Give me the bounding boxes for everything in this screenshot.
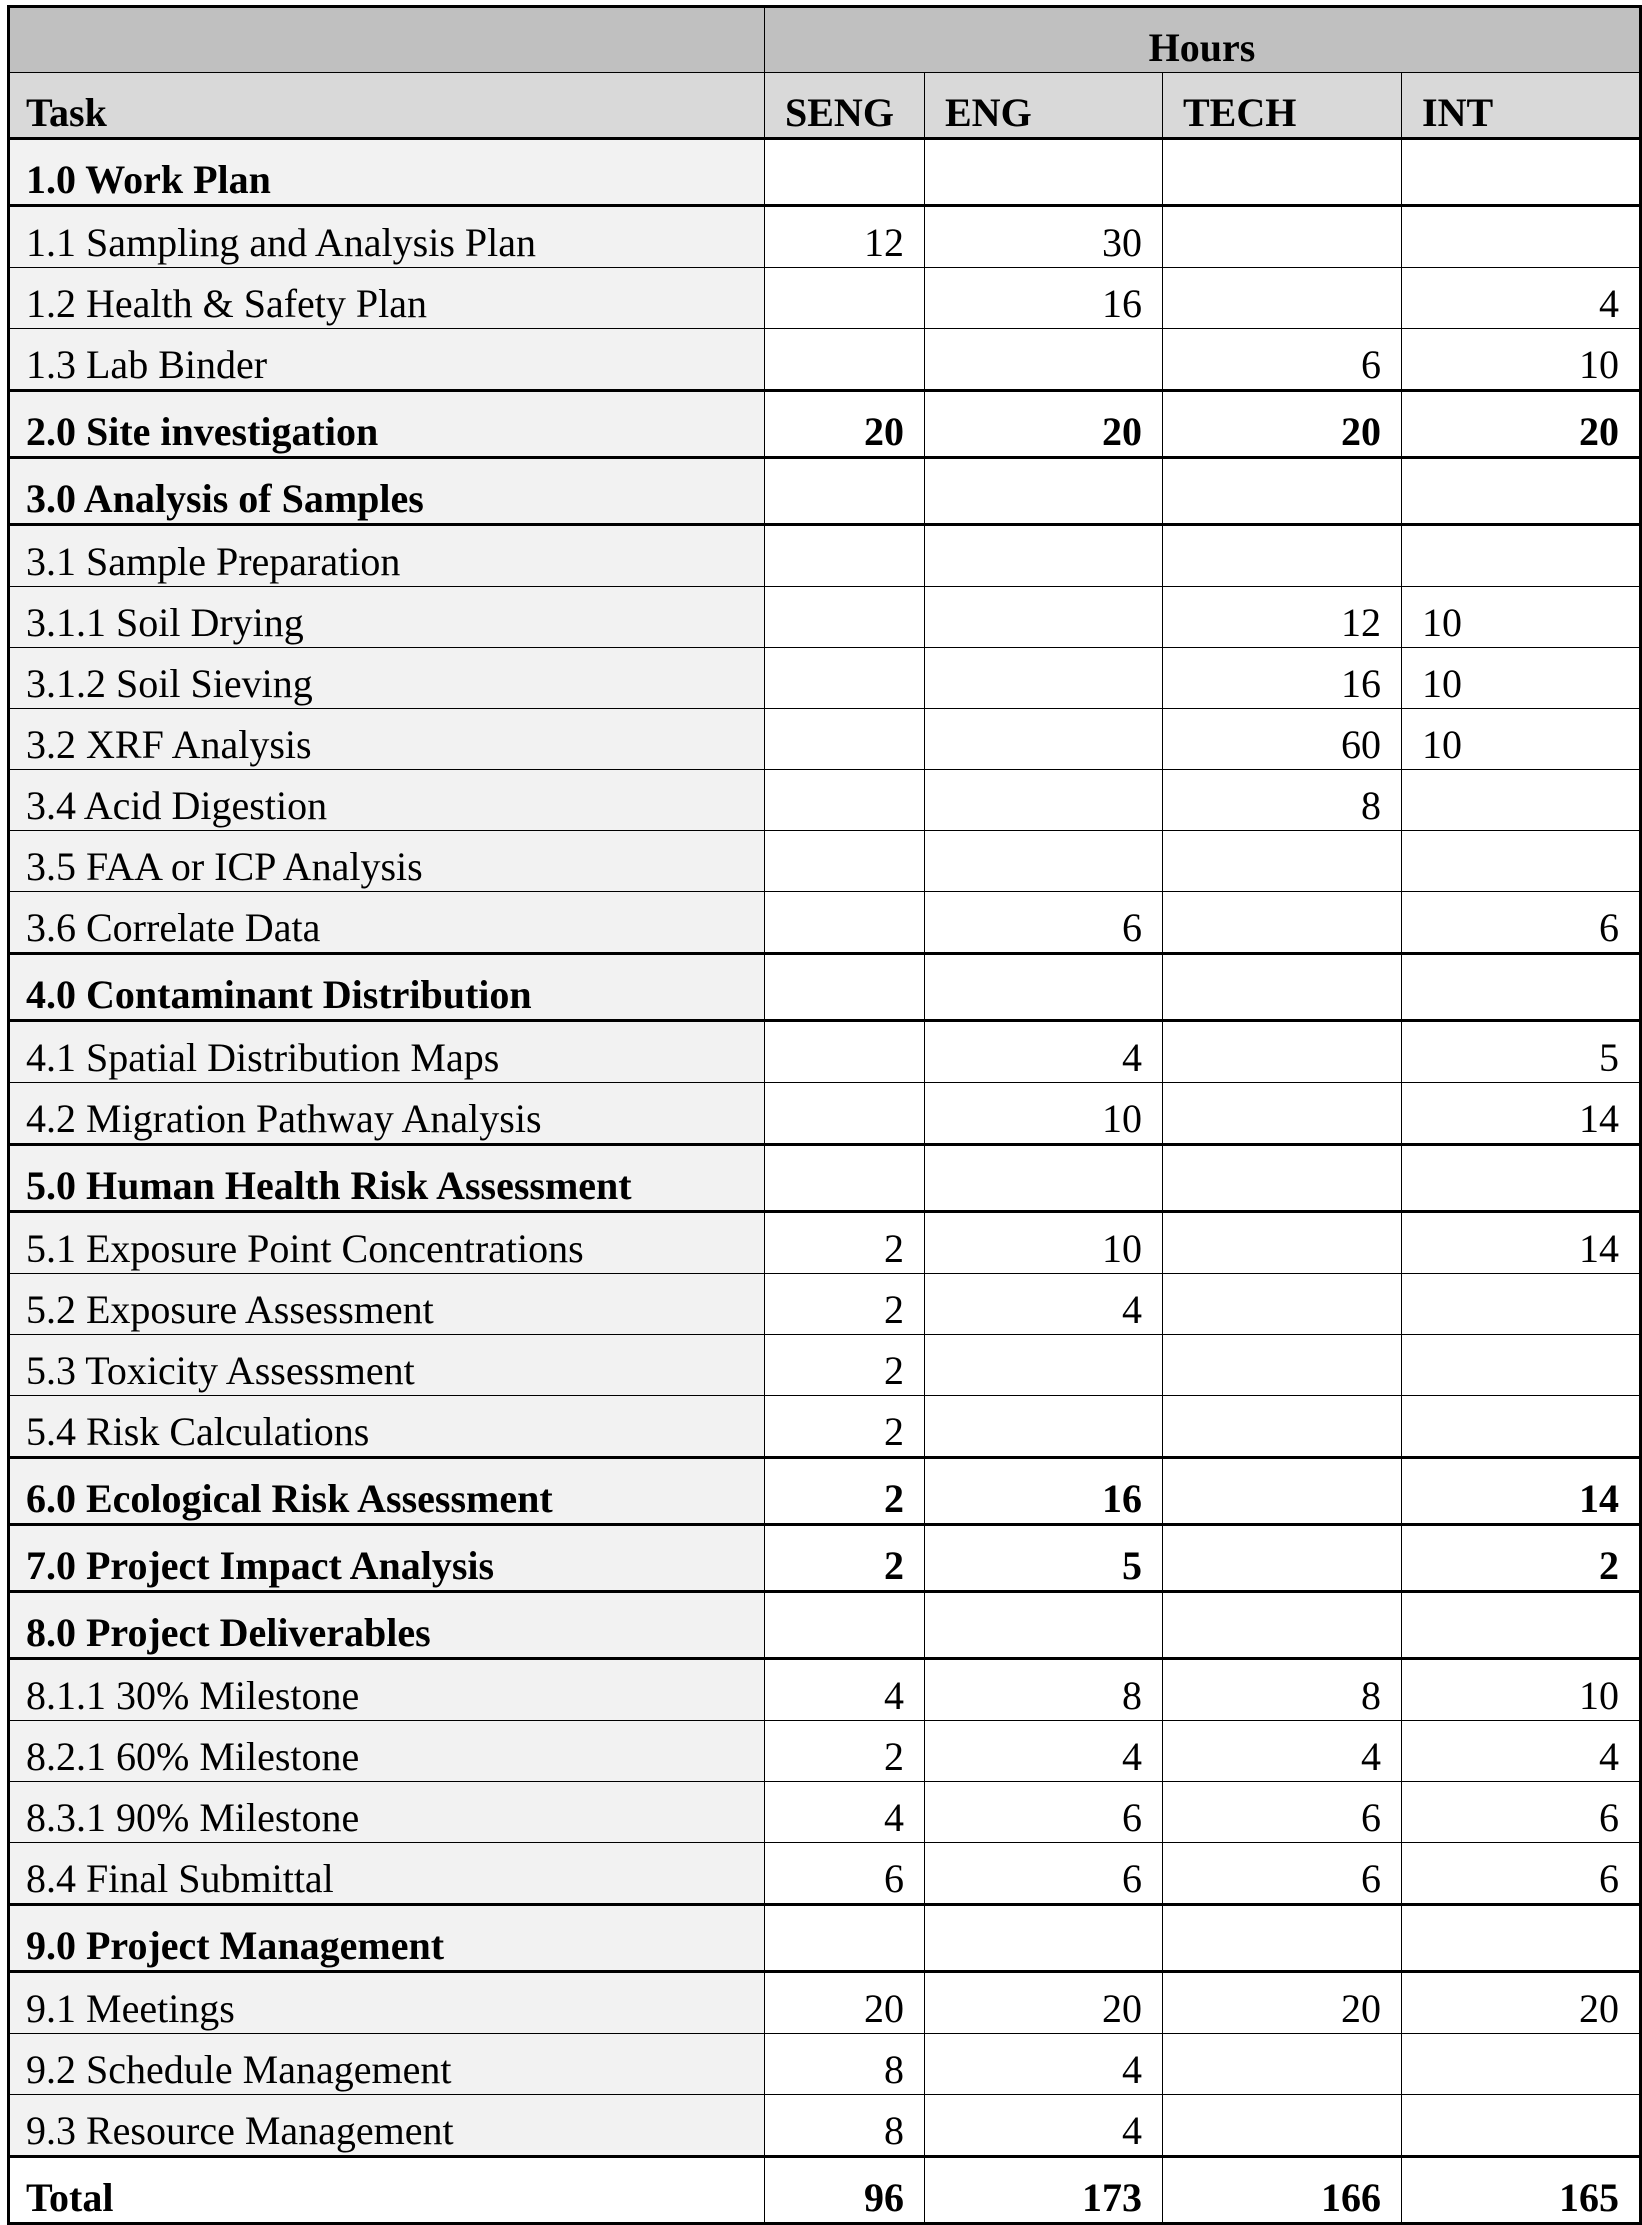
eng-hours-cell bbox=[925, 648, 1163, 709]
tech-hours-cell bbox=[1163, 458, 1402, 525]
tech-hours-cell bbox=[1163, 954, 1402, 1021]
int-hours-cell: 6 bbox=[1402, 1843, 1641, 1905]
int-hours-cell: 10 bbox=[1402, 329, 1641, 391]
eng-hours-cell bbox=[925, 1335, 1163, 1396]
task-cell: 3.1 Sample Preparation bbox=[9, 525, 765, 587]
seng-hours-cell: 2 bbox=[765, 1335, 925, 1396]
tech-hours-cell: 6 bbox=[1163, 329, 1402, 391]
tech-hours-cell: 4 bbox=[1163, 1721, 1402, 1782]
tech-hours-cell bbox=[1163, 206, 1402, 268]
section-row bbox=[9, 954, 1641, 1021]
seng-hours-cell bbox=[765, 1592, 925, 1659]
int-hours-cell bbox=[1402, 1396, 1641, 1458]
seng-hours-cell: 8 bbox=[765, 2095, 925, 2157]
total-row bbox=[9, 2157, 1641, 2224]
table-row bbox=[9, 1274, 1641, 1335]
int-hours-cell bbox=[1402, 525, 1641, 587]
section-row bbox=[9, 1458, 1641, 1525]
tech-hours-cell bbox=[1163, 268, 1402, 329]
section-row bbox=[9, 1592, 1641, 1659]
eng-hours-cell: 6 bbox=[925, 1843, 1163, 1905]
table-row bbox=[9, 892, 1641, 954]
table-row bbox=[9, 268, 1641, 329]
eng-hours-cell: 20 bbox=[925, 391, 1163, 458]
seng-hours-cell: 2 bbox=[765, 1212, 925, 1274]
seng-hours-cell: 2 bbox=[765, 1458, 925, 1525]
table-row bbox=[9, 525, 1641, 587]
int-hours-cell bbox=[1402, 2095, 1641, 2157]
task-cell: 1.3 Lab Binder bbox=[9, 329, 765, 391]
task-cell: 3.2 XRF Analysis bbox=[9, 709, 765, 770]
tech-hours-cell bbox=[1163, 1083, 1402, 1145]
tech-hours-cell: 60 bbox=[1163, 709, 1402, 770]
int-hours-cell bbox=[1402, 2034, 1641, 2095]
column-header-seng: SENG bbox=[765, 73, 925, 139]
table-row bbox=[9, 1021, 1641, 1083]
task-cell: 7.0 Project Impact Analysis bbox=[9, 1525, 765, 1592]
table-row bbox=[9, 831, 1641, 892]
seng-hours-cell bbox=[765, 268, 925, 329]
hours-table bbox=[7, 5, 1642, 2225]
int-hours-cell: 14 bbox=[1402, 1212, 1641, 1274]
table-row bbox=[9, 2034, 1641, 2095]
task-cell: 8.3.1 90% Milestone bbox=[9, 1782, 765, 1843]
task-cell: 5.4 Risk Calculations bbox=[9, 1396, 765, 1458]
eng-hours-cell bbox=[925, 1592, 1163, 1659]
seng-hours-cell bbox=[765, 139, 925, 206]
int-hours-cell bbox=[1402, 206, 1641, 268]
tech-hours-cell: 12 bbox=[1163, 587, 1402, 648]
table-row bbox=[9, 587, 1641, 648]
int-hours-cell: 6 bbox=[1402, 892, 1641, 954]
seng-hours-cell bbox=[765, 770, 925, 831]
table-row bbox=[9, 1843, 1641, 1905]
tech-hours-cell bbox=[1163, 1458, 1402, 1525]
hours-group-label: Hours bbox=[765, 7, 1641, 73]
eng-hours-cell bbox=[925, 329, 1163, 391]
tech-hours-cell bbox=[1163, 892, 1402, 954]
section-row bbox=[9, 1525, 1641, 1592]
table-row bbox=[9, 206, 1641, 268]
table-row bbox=[9, 1721, 1641, 1782]
column-header-task: Task bbox=[9, 73, 765, 139]
tech-hours-cell: 20 bbox=[1163, 1972, 1402, 2034]
tech-hours-cell bbox=[1163, 525, 1402, 587]
seng-hours-cell bbox=[765, 1905, 925, 1972]
seng-hours-cell bbox=[765, 458, 925, 525]
seng-hours-cell: 2 bbox=[765, 1396, 925, 1458]
eng-hours-cell: 4 bbox=[925, 1021, 1163, 1083]
eng-hours-cell bbox=[925, 831, 1163, 892]
int-hours-cell: 5 bbox=[1402, 1021, 1641, 1083]
tech-hours-cell bbox=[1163, 1396, 1402, 1458]
task-cell: 3.6 Correlate Data bbox=[9, 892, 765, 954]
task-cell: 1.1 Sampling and Analysis Plan bbox=[9, 206, 765, 268]
eng-hours-cell bbox=[925, 525, 1163, 587]
tech-hours-cell: 20 bbox=[1163, 391, 1402, 458]
int-hours-cell: 20 bbox=[1402, 391, 1641, 458]
eng-hours-cell: 10 bbox=[925, 1212, 1163, 1274]
int-hours-cell bbox=[1402, 139, 1641, 206]
task-cell: 4.0 Contaminant Distribution bbox=[9, 954, 765, 1021]
eng-hours-cell bbox=[925, 954, 1163, 1021]
seng-hours-cell: 6 bbox=[765, 1843, 925, 1905]
task-cell: 8.0 Project Deliverables bbox=[9, 1592, 765, 1659]
int-hours-cell: 4 bbox=[1402, 1721, 1641, 1782]
table-row bbox=[9, 1659, 1641, 1721]
int-hours-cell bbox=[1402, 954, 1641, 1021]
tech-hours-cell: 6 bbox=[1163, 1782, 1402, 1843]
int-hours-cell: 2 bbox=[1402, 1525, 1641, 1592]
table-row bbox=[9, 1335, 1641, 1396]
seng-hours-cell: 20 bbox=[765, 1972, 925, 2034]
seng-hours-cell: 20 bbox=[765, 391, 925, 458]
seng-hours-cell: 8 bbox=[765, 2034, 925, 2095]
task-cell: 3.4 Acid Digestion bbox=[9, 770, 765, 831]
int-hours-cell: 10 bbox=[1402, 587, 1641, 648]
task-cell: 5.3 Toxicity Assessment bbox=[9, 1335, 765, 1396]
task-cell: 9.0 Project Management bbox=[9, 1905, 765, 1972]
task-cell: 8.2.1 60% Milestone bbox=[9, 1721, 765, 1782]
table-row bbox=[9, 1212, 1641, 1274]
tech-hours-cell bbox=[1163, 1274, 1402, 1335]
table-row bbox=[9, 1972, 1641, 2034]
section-row bbox=[9, 1145, 1641, 1212]
seng-hours-cell: 12 bbox=[765, 206, 925, 268]
eng-hours-cell bbox=[925, 139, 1163, 206]
task-cell: 6.0 Ecological Risk Assessment bbox=[9, 1458, 765, 1525]
seng-hours-cell bbox=[765, 709, 925, 770]
task-cell: 3.1.1 Soil Drying bbox=[9, 587, 765, 648]
total-tech-cell: 166 bbox=[1163, 2157, 1402, 2224]
table-row bbox=[9, 329, 1641, 391]
column-header-row bbox=[9, 73, 1641, 139]
eng-hours-cell: 8 bbox=[925, 1659, 1163, 1721]
tech-hours-cell bbox=[1163, 1335, 1402, 1396]
section-row bbox=[9, 391, 1641, 458]
int-hours-cell bbox=[1402, 1274, 1641, 1335]
int-hours-cell: 10 bbox=[1402, 1659, 1641, 1721]
total-eng-cell: 173 bbox=[925, 2157, 1163, 2224]
task-cell: 8.1.1 30% Milestone bbox=[9, 1659, 765, 1721]
task-cell: 2.0 Site investigation bbox=[9, 391, 765, 458]
task-cell: 5.1 Exposure Point Concentrations bbox=[9, 1212, 765, 1274]
tech-hours-cell bbox=[1163, 1021, 1402, 1083]
eng-hours-cell: 20 bbox=[925, 1972, 1163, 2034]
seng-hours-cell bbox=[765, 648, 925, 709]
int-hours-cell bbox=[1402, 1905, 1641, 1972]
int-hours-cell bbox=[1402, 1592, 1641, 1659]
seng-hours-cell bbox=[765, 329, 925, 391]
int-hours-cell bbox=[1402, 831, 1641, 892]
tech-hours-cell bbox=[1163, 139, 1402, 206]
hours-group-header-row bbox=[9, 7, 1641, 73]
table-row bbox=[9, 648, 1641, 709]
task-cell: 3.5 FAA or ICP Analysis bbox=[9, 831, 765, 892]
tech-hours-cell bbox=[1163, 2095, 1402, 2157]
seng-hours-cell bbox=[765, 525, 925, 587]
eng-hours-cell bbox=[925, 1145, 1163, 1212]
eng-hours-cell bbox=[925, 709, 1163, 770]
column-header-tech: TECH bbox=[1163, 73, 1402, 139]
eng-hours-cell bbox=[925, 458, 1163, 525]
int-hours-cell: 20 bbox=[1402, 1972, 1641, 2034]
seng-hours-cell bbox=[765, 1145, 925, 1212]
tech-hours-cell bbox=[1163, 1592, 1402, 1659]
hours-header-blank bbox=[9, 7, 765, 73]
task-cell: 8.4 Final Submittal bbox=[9, 1843, 765, 1905]
eng-hours-cell: 5 bbox=[925, 1525, 1163, 1592]
seng-hours-cell: 4 bbox=[765, 1659, 925, 1721]
seng-hours-cell: 2 bbox=[765, 1721, 925, 1782]
int-hours-cell bbox=[1402, 1145, 1641, 1212]
task-cell: 3.1.2 Soil Sieving bbox=[9, 648, 765, 709]
eng-hours-cell: 4 bbox=[925, 2034, 1163, 2095]
tech-hours-cell bbox=[1163, 1905, 1402, 1972]
task-cell: 3.0 Analysis of Samples bbox=[9, 458, 765, 525]
int-hours-cell: 14 bbox=[1402, 1083, 1641, 1145]
seng-hours-cell bbox=[765, 954, 925, 1021]
task-cell: 5.0 Human Health Risk Assessment bbox=[9, 1145, 765, 1212]
task-cell: 4.1 Spatial Distribution Maps bbox=[9, 1021, 765, 1083]
int-hours-cell: 6 bbox=[1402, 1782, 1641, 1843]
table-row bbox=[9, 1083, 1641, 1145]
seng-hours-cell bbox=[765, 1083, 925, 1145]
tech-hours-cell bbox=[1163, 1145, 1402, 1212]
table-row bbox=[9, 1396, 1641, 1458]
int-hours-cell: 4 bbox=[1402, 268, 1641, 329]
tech-hours-cell bbox=[1163, 1525, 1402, 1592]
table-row bbox=[9, 2095, 1641, 2157]
task-cell: 4.2 Migration Pathway Analysis bbox=[9, 1083, 765, 1145]
eng-hours-cell: 10 bbox=[925, 1083, 1163, 1145]
tech-hours-cell: 6 bbox=[1163, 1843, 1402, 1905]
column-header-eng: ENG bbox=[925, 73, 1163, 139]
task-cell: 9.1 Meetings bbox=[9, 1972, 765, 2034]
task-cell: 1.0 Work Plan bbox=[9, 139, 765, 206]
section-row bbox=[9, 1905, 1641, 1972]
section-row bbox=[9, 458, 1641, 525]
seng-hours-cell: 2 bbox=[765, 1274, 925, 1335]
total-label: Total bbox=[9, 2157, 765, 2224]
seng-hours-cell bbox=[765, 831, 925, 892]
section-row bbox=[9, 139, 1641, 206]
int-hours-cell: 14 bbox=[1402, 1458, 1641, 1525]
eng-hours-cell bbox=[925, 587, 1163, 648]
seng-hours-cell bbox=[765, 587, 925, 648]
tech-hours-cell bbox=[1163, 1212, 1402, 1274]
tech-hours-cell: 8 bbox=[1163, 1659, 1402, 1721]
int-hours-cell bbox=[1402, 1335, 1641, 1396]
table-row bbox=[9, 709, 1641, 770]
seng-hours-cell bbox=[765, 892, 925, 954]
table-row bbox=[9, 1782, 1641, 1843]
seng-hours-cell: 4 bbox=[765, 1782, 925, 1843]
total-seng-cell: 96 bbox=[765, 2157, 925, 2224]
tech-hours-cell: 16 bbox=[1163, 648, 1402, 709]
int-hours-cell bbox=[1402, 458, 1641, 525]
eng-hours-cell: 16 bbox=[925, 268, 1163, 329]
eng-hours-cell bbox=[925, 1396, 1163, 1458]
eng-hours-cell bbox=[925, 770, 1163, 831]
eng-hours-cell bbox=[925, 1905, 1163, 1972]
int-hours-cell: 10 bbox=[1402, 709, 1641, 770]
seng-hours-cell: 2 bbox=[765, 1525, 925, 1592]
task-cell: 9.3 Resource Management bbox=[9, 2095, 765, 2157]
total-int-cell: 165 bbox=[1402, 2157, 1641, 2224]
column-header-int: INT bbox=[1402, 73, 1641, 139]
eng-hours-cell: 4 bbox=[925, 2095, 1163, 2157]
eng-hours-cell: 4 bbox=[925, 1721, 1163, 1782]
eng-hours-cell: 4 bbox=[925, 1274, 1163, 1335]
int-hours-cell: 10 bbox=[1402, 648, 1641, 709]
task-cell: 1.2 Health & Safety Plan bbox=[9, 268, 765, 329]
task-cell: 9.2 Schedule Management bbox=[9, 2034, 765, 2095]
int-hours-cell bbox=[1402, 770, 1641, 831]
eng-hours-cell: 30 bbox=[925, 206, 1163, 268]
tech-hours-cell bbox=[1163, 831, 1402, 892]
eng-hours-cell: 6 bbox=[925, 1782, 1163, 1843]
tech-hours-cell: 8 bbox=[1163, 770, 1402, 831]
tech-hours-cell bbox=[1163, 2034, 1402, 2095]
eng-hours-cell: 16 bbox=[925, 1458, 1163, 1525]
eng-hours-cell: 6 bbox=[925, 892, 1163, 954]
table-row bbox=[9, 770, 1641, 831]
task-cell: 5.2 Exposure Assessment bbox=[9, 1274, 765, 1335]
seng-hours-cell bbox=[765, 1021, 925, 1083]
